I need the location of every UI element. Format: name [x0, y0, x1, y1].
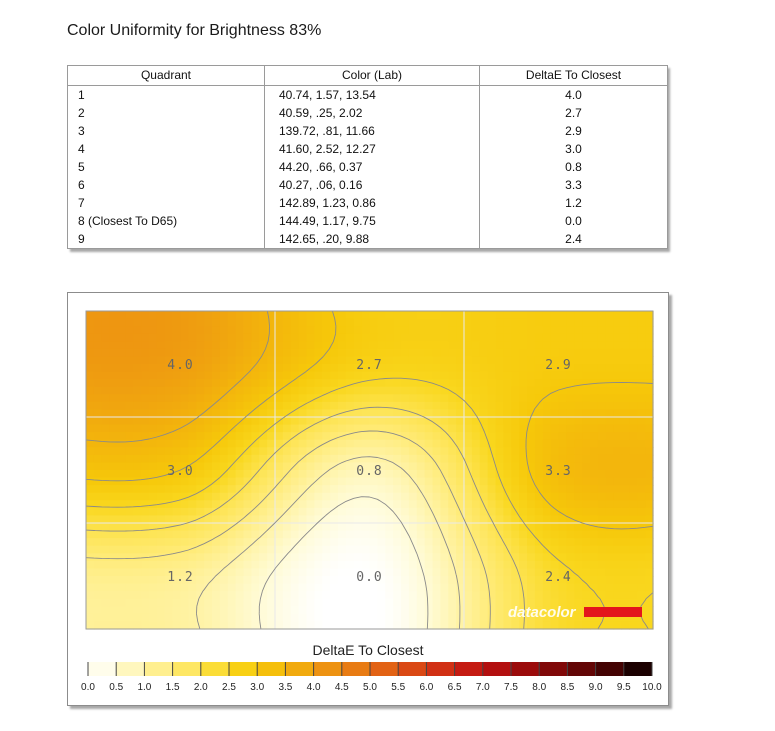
cell-value-label: 3.3 — [545, 464, 572, 479]
table-row — [68, 140, 668, 158]
legend-swatch — [116, 662, 145, 676]
legend-swatch — [596, 662, 625, 676]
cell-lab: 41.60, 2.52, 12.27 — [265, 140, 480, 158]
legend-tick-label: 9.5 — [616, 682, 631, 693]
cell-lab: 40.27, .06, 0.16 — [265, 176, 480, 194]
legend-swatch — [539, 662, 568, 676]
cell-value-label: 2.4 — [545, 570, 572, 585]
legend-swatch — [455, 662, 484, 676]
cell-lab: 139.72, .81, 11.66 — [265, 122, 480, 140]
cell-quadrant: 1 — [68, 86, 265, 105]
legend-tick-label: 3.0 — [250, 682, 265, 693]
cell-value-label: 3.0 — [167, 464, 194, 479]
legend-tick-label: 4.5 — [334, 682, 349, 693]
legend-swatch — [173, 662, 202, 676]
legend-swatch — [342, 662, 371, 676]
legend-tick-label: 6.0 — [419, 682, 434, 693]
cell-deltae: 0.0 — [480, 212, 668, 230]
cell-quadrant: 4 — [68, 140, 265, 158]
cell-quadrant: 3 — [68, 122, 265, 140]
table-row — [68, 194, 668, 212]
legend-tick-label: 10.0 — [642, 682, 662, 693]
cell-deltae: 2.7 — [480, 104, 668, 122]
legend-tick-label: 8.0 — [532, 682, 547, 693]
uniformity-chart-panel — [67, 292, 669, 706]
legend-swatch — [511, 662, 540, 676]
cell-lab: 40.74, 1.57, 13.54 — [265, 86, 480, 105]
legend-swatch — [314, 662, 343, 676]
legend-tick-label: 9.0 — [588, 682, 603, 693]
quadrant-table — [67, 65, 668, 249]
cell-lab: 44.20, .66, 0.37 — [265, 158, 480, 176]
legend-tick-label: 6.5 — [447, 682, 462, 693]
legend-tick-label: 7.0 — [475, 682, 490, 693]
legend-tick-label: 3.5 — [278, 682, 293, 693]
legend-tick-label: 1.5 — [165, 682, 180, 693]
cell-lab: 142.65, .20, 9.88 — [265, 230, 480, 249]
cell-value-label: 0.0 — [356, 570, 383, 585]
page-title: Color Uniformity for Brightness 83% — [67, 22, 322, 39]
cell-deltae: 2.9 — [480, 122, 668, 140]
col-header-color-lab: Color (Lab) — [265, 66, 480, 86]
uniformity-chart — [68, 293, 668, 705]
legend-tick-label: 0.0 — [81, 682, 95, 693]
legend-swatch — [624, 662, 653, 676]
legend-swatch — [257, 662, 286, 676]
cell-lab: 142.89, 1.23, 0.86 — [265, 194, 480, 212]
table-row — [68, 212, 668, 230]
legend-tick-label: 1.0 — [137, 682, 152, 693]
cell-value-label: 2.7 — [356, 358, 383, 373]
datacolor-wordmark: datacolor — [508, 604, 576, 621]
table-row — [68, 86, 668, 105]
legend-tick-label: 5.0 — [363, 682, 377, 693]
cell-value-label: 1.2 — [167, 570, 194, 585]
table-row — [68, 158, 668, 176]
quadrant-table-container — [67, 65, 667, 249]
table-row — [68, 104, 668, 122]
cell-quadrant: 9 — [68, 230, 265, 249]
legend-swatch — [229, 662, 258, 676]
cell-value-label: 4.0 — [167, 358, 194, 373]
legend-swatch — [483, 662, 512, 676]
cell-quadrant: 5 — [68, 158, 265, 176]
datacolor-bar-icon — [584, 607, 642, 617]
cell-quadrant: 8 (Closest To D65) — [68, 212, 265, 230]
cell-deltae: 3.3 — [480, 176, 668, 194]
cell-deltae: 3.0 — [480, 140, 668, 158]
cell-deltae: 2.4 — [480, 230, 668, 249]
legend-swatch — [285, 662, 314, 676]
legend-tick-label: 8.5 — [560, 682, 575, 693]
legend-swatch — [567, 662, 596, 676]
cell-deltae: 0.8 — [480, 158, 668, 176]
legend-tick-label: 2.0 — [193, 682, 208, 693]
legend-tick-label: 7.5 — [504, 682, 518, 693]
legend-swatch — [201, 662, 230, 676]
table-row — [68, 176, 668, 194]
legend-swatch — [88, 662, 117, 676]
cell-quadrant: 6 — [68, 176, 265, 194]
cell-deltae: 1.2 — [480, 194, 668, 212]
legend-tick-label: 0.5 — [109, 682, 124, 693]
cell-deltae: 4.0 — [480, 86, 668, 105]
legend-swatch — [398, 662, 427, 676]
col-header-deltae: DeltaE To Closest — [480, 66, 668, 86]
legend-swatch — [144, 662, 173, 676]
table-header-row — [68, 66, 668, 86]
table-row — [68, 230, 668, 249]
legend-tick-label: 5.5 — [391, 682, 406, 693]
cell-quadrant: 2 — [68, 104, 265, 122]
cell-quadrant: 7 — [68, 194, 265, 212]
legend-swatch — [426, 662, 455, 676]
cell-value-label: 0.8 — [356, 464, 383, 479]
cell-lab: 40.59, .25, 2.02 — [265, 104, 480, 122]
legend-title: DeltaE To Closest — [312, 642, 424, 658]
cell-value-label: 2.9 — [545, 358, 572, 373]
legend-tick-label: 2.5 — [222, 682, 236, 693]
legend-colorbar — [81, 662, 662, 693]
col-header-quadrant: Quadrant — [68, 66, 265, 86]
cell-lab: 144.49, 1.17, 9.75 — [265, 212, 480, 230]
legend-tick-label: 4.0 — [306, 682, 321, 693]
legend-swatch — [370, 662, 399, 676]
table-row — [68, 122, 668, 140]
